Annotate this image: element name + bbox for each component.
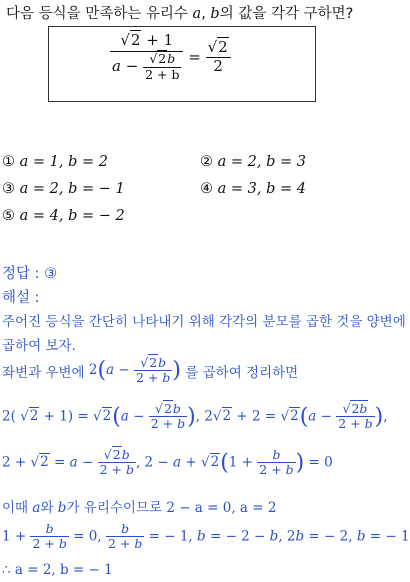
explanation-line-2: 곱하여 보자. xyxy=(2,338,76,354)
option-4-text: a = 3, b = 4 xyxy=(217,181,306,197)
line3-prefix: 좌변과 우변에 xyxy=(2,364,85,381)
explanation-line-7: 1 + $\frac{b}{2 + b}$ = 0, $\frac{b}{2 + b}$ = − 1, b = − 2 − b, 2b = − 2, b = − 1 xyxy=(2,521,410,552)
question-suffix: 의 값을 각각 구하면? xyxy=(219,6,354,22)
inner-denominator: 2 + b xyxy=(145,66,180,82)
question-prefix: 다음 등식을 만족하는 유리수 xyxy=(6,6,188,22)
option-3-mark: ③ xyxy=(2,181,15,197)
option-4-mark: ④ xyxy=(200,181,213,197)
option-5[interactable] xyxy=(2,208,125,224)
answer-label: 정답 : ③ xyxy=(2,266,58,282)
line6-eq: 2 − a = 0, a = 2 xyxy=(166,500,277,516)
explanation-line-3 xyxy=(2,356,298,386)
rhs-numerator: √2 xyxy=(206,39,231,57)
question-var-b: b xyxy=(210,6,220,22)
explanation-label: 해설 : xyxy=(2,290,40,306)
equation xyxy=(110,32,231,82)
option-5-text: a = 4, b = − 2 xyxy=(19,208,125,224)
line6-mid2: 가 유리수이므로 xyxy=(66,500,163,516)
option-3[interactable] xyxy=(2,181,125,197)
explanation-line-5: 2 + √2 = a − $\frac{√2b}{2 + b}$ , 2 − a + √2(1 + $\frac{b}{2 + b}$ ) = 0 xyxy=(2,447,333,478)
line6-mid: 와 xyxy=(40,500,54,516)
equation-rhs-fraction xyxy=(206,39,231,75)
explanation-line-4: 2( √2 + 1) = √2(a − $\frac{√2b}{2 + b}$ ), 2√2 + 2 = √2(a − $\frac{√2b}{2 + b}$ ), xyxy=(2,401,388,432)
line3-expression: 2(a − $\frac{√2b}{2 + b}$ ) xyxy=(88,355,181,386)
lhs-den-minus: − xyxy=(125,57,139,76)
option-1-text: a = 1, b = 2 xyxy=(19,154,108,170)
inner-fraction xyxy=(143,52,181,82)
lhs-denominator xyxy=(110,52,183,82)
equation-equals: = xyxy=(188,48,201,66)
explanation-line-1: 주어진 등식을 간단히 나타내기 위해 각각의 분모를 곱한 것을 양변에 xyxy=(2,314,406,330)
question-var-a: a xyxy=(192,6,202,22)
rhs-radicand: 2 xyxy=(218,38,228,57)
inner-radicand: 2 xyxy=(158,51,167,67)
rhs-denominator: 2 xyxy=(213,56,223,75)
explanation-line-8: ∴ a = 2, b = − 1 xyxy=(2,562,113,578)
option-2[interactable] xyxy=(200,154,306,170)
option-1[interactable] xyxy=(2,154,108,170)
question-text xyxy=(6,2,353,23)
inner-numerator: √2b xyxy=(143,52,181,67)
option-4[interactable] xyxy=(200,181,306,197)
line6-text: 이때 xyxy=(2,500,29,516)
option-2-mark: ② xyxy=(200,154,213,170)
inner-num-b: b xyxy=(167,51,176,67)
lhs-num-plus: + 1 xyxy=(146,31,174,49)
explanation-line-6: 이때 a와 b가 유리수이므로 2 − a = 0, a = 2 xyxy=(2,500,277,516)
lhs-numerator: √2 + 1 xyxy=(110,32,183,52)
line3-suffix: 를 곱하여 정리하면 xyxy=(185,364,299,381)
option-3-text: a = 2, b = − 1 xyxy=(19,181,125,197)
lhs-num-radicand: 2 xyxy=(130,31,141,49)
question-sep: , xyxy=(201,6,206,22)
option-2-text: a = 2, b = 3 xyxy=(217,154,306,170)
lhs-den-a: a xyxy=(112,57,121,76)
option-1-mark: ① xyxy=(2,154,15,170)
option-5-mark: ⑤ xyxy=(2,208,15,224)
equation-lhs-fraction xyxy=(110,32,183,82)
